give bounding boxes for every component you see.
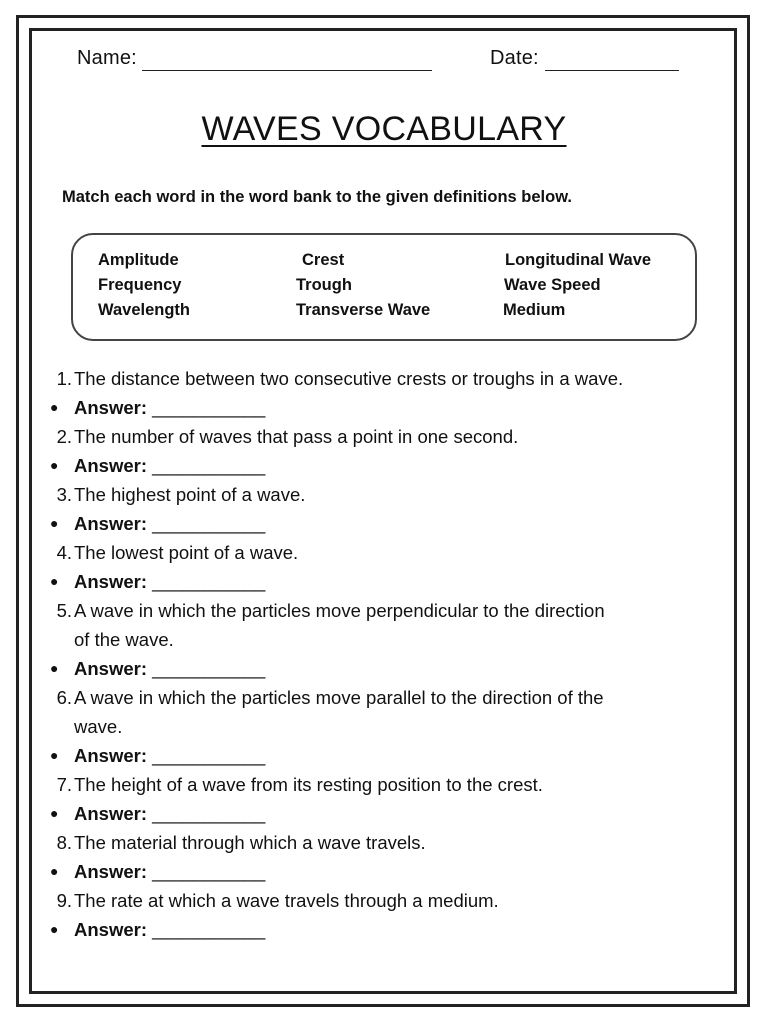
answer-label: Answer:	[74, 745, 147, 766]
answer-label: Answer:	[74, 861, 147, 882]
bullet-icon: ●	[50, 805, 59, 821]
answer-row-3	[0, 509, 768, 538]
question-text: The distance between two consecutive crests or troughs in a wave.	[74, 368, 624, 389]
answer-row-9	[0, 915, 768, 944]
answer-row-5	[0, 654, 768, 683]
question-number: 2.	[56, 426, 72, 447]
answer-blank[interactable]: ___________	[152, 658, 266, 679]
answer-blank[interactable]: ___________	[152, 745, 266, 766]
question-list	[0, 364, 768, 944]
answer-blank[interactable]: ___________	[152, 455, 266, 476]
question-number: 5.	[56, 600, 72, 621]
answer-row-4	[0, 567, 768, 596]
question-1	[0, 364, 720, 393]
answer-label: Answer:	[74, 397, 147, 418]
question-3	[0, 480, 720, 509]
question-number: 4.	[56, 542, 72, 563]
word-wave-speed: Wave Speed	[504, 276, 601, 294]
name-field[interactable]	[142, 70, 432, 71]
word-frequency: Frequency	[98, 276, 182, 294]
word-crest: Crest	[302, 251, 345, 269]
question-text: A wave in which the particles move perpendicular to the direction	[74, 600, 605, 621]
question-2	[0, 422, 720, 451]
word-bank	[71, 233, 697, 341]
bullet-icon: ●	[50, 399, 59, 415]
word-medium: Medium	[503, 301, 566, 319]
question-7	[0, 770, 720, 799]
answer-row-7	[0, 799, 768, 828]
answer-label: Answer:	[74, 919, 147, 940]
question-8	[0, 828, 720, 857]
bullet-icon: ●	[50, 515, 59, 531]
question-text: The number of waves that pass a point in one second.	[74, 426, 519, 447]
answer-row-6	[0, 741, 768, 770]
answer-label: Answer:	[74, 513, 147, 534]
word-transverse-wave: Transverse Wave	[296, 301, 431, 319]
word-amplitude: Amplitude	[98, 251, 179, 269]
question-text-continued: wave.	[74, 716, 123, 737]
answer-row-1	[0, 393, 768, 422]
question-text: The rate at which a wave travels through a medium.	[74, 890, 499, 911]
page-title	[0, 110, 768, 149]
bullet-icon: ●	[50, 573, 59, 589]
bullet-icon: ●	[50, 660, 59, 676]
question-number: 9.	[56, 890, 72, 911]
word-wavelength: Wavelength	[98, 301, 190, 319]
word-trough: Trough	[296, 276, 352, 294]
question-number: 6.	[56, 687, 72, 708]
answer-blank[interactable]: ___________	[152, 803, 266, 824]
date-label: Date:	[490, 47, 539, 69]
answer-label: Answer:	[74, 658, 147, 679]
question-text-continued: of the wave.	[74, 629, 174, 650]
question-number: 1.	[56, 368, 72, 389]
answer-blank[interactable]: ___________	[152, 513, 266, 534]
question-4	[0, 538, 720, 567]
question-text: The lowest point of a wave.	[74, 542, 299, 563]
bullet-icon: ●	[50, 747, 59, 763]
question-text: The highest point of a wave.	[74, 484, 306, 505]
bullet-icon: ●	[50, 863, 59, 879]
question-number: 8.	[56, 832, 72, 853]
header-row	[77, 47, 688, 75]
answer-blank[interactable]: ___________	[152, 861, 266, 882]
answer-blank[interactable]: ___________	[152, 919, 266, 940]
bullet-icon: ●	[50, 457, 59, 473]
answer-row-8	[0, 857, 768, 886]
question-text: A wave in which the particles move parallel to the direction of the	[74, 687, 604, 708]
question-9	[0, 886, 720, 915]
answer-blank[interactable]: ___________	[152, 571, 266, 592]
instructions: Match each word in the word bank to the given definitions below.	[62, 188, 573, 206]
question-number: 3.	[56, 484, 72, 505]
question-5	[0, 596, 720, 654]
word-longitudinal-wave: Longitudinal Wave	[505, 251, 652, 269]
question-text: The height of a wave from its resting position to the crest.	[74, 774, 543, 795]
answer-label: Answer:	[74, 571, 147, 592]
date-field[interactable]	[545, 70, 679, 71]
answer-row-2	[0, 451, 768, 480]
answer-label: Answer:	[74, 803, 147, 824]
name-label: Name:	[77, 47, 137, 69]
question-text: The material through which a wave travels.	[74, 832, 426, 853]
answer-label: Answer:	[74, 455, 147, 476]
bullet-icon: ●	[50, 921, 59, 937]
question-6	[0, 683, 720, 741]
page-title-text: WAVES VOCABULARY	[201, 110, 567, 148]
question-number: 7.	[56, 774, 72, 795]
answer-blank[interactable]: ___________	[152, 397, 266, 418]
